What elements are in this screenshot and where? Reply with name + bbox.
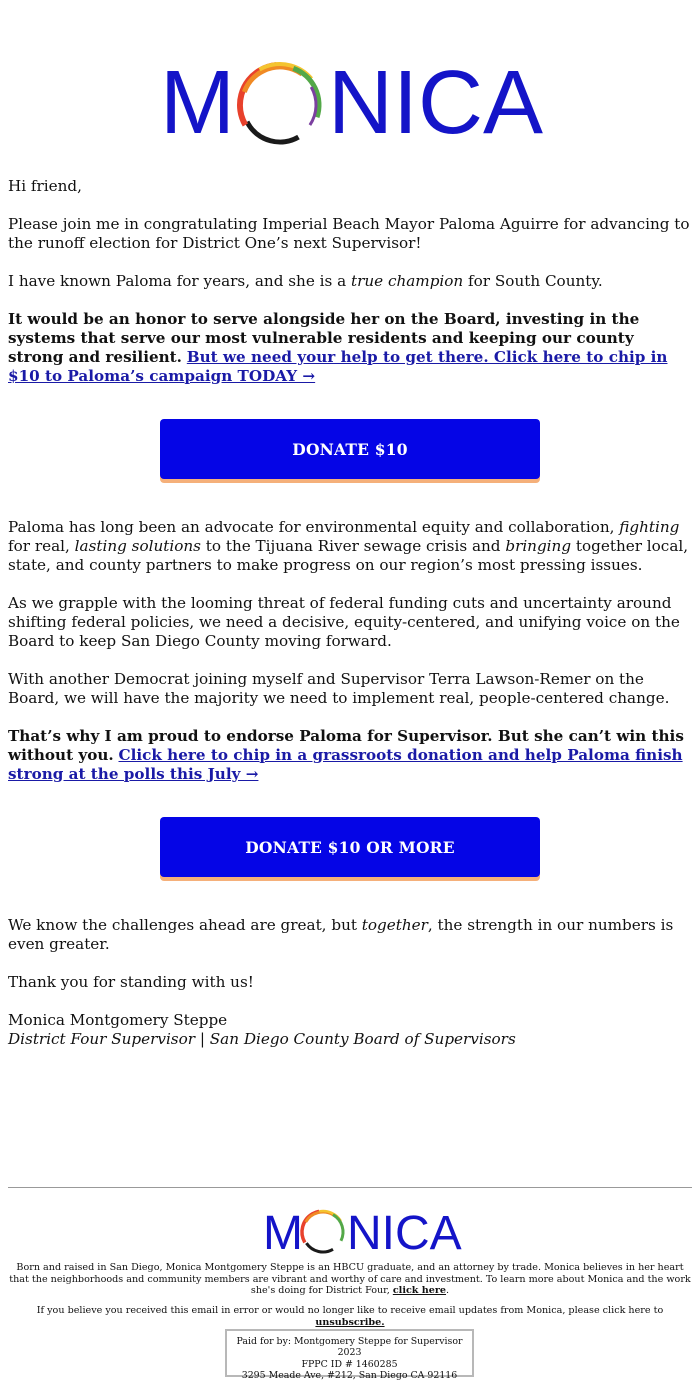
paid-for-line: Paid for by: Montgomery Steppe for Supervisor 2023 <box>236 1336 463 1359</box>
paragraph-honor: It would be an honor to serve alongside her on the Board, investing in the systems that serve our most vulnerable residents and keeping our county strong and resilient. But we need your help to get there. Click here to chip in $10 to Paloma’s campaign TODAY → <box>8 310 668 385</box>
paragraph-challenges: We know the challenges ahead are great, but together, the strength in our numbers is even greater. <box>8 916 674 953</box>
footer-unsubscribe-text: If you believe you received this email in error or would no longer like to receive email updates from Monica, please click here to unsubscribe. <box>36 1305 664 1328</box>
paragraph-advocate: Paloma has long been an advocate for environmental equity and collaboration, fighting for real, lasting solutions to the Tijuana River sewage crisis and bringing together local, state, and county partners to make progress on our region’s most pressing issues. <box>8 518 689 574</box>
signature-name: Monica Montgomery Steppe <box>8 1011 228 1029</box>
paragraph-congratulations: Please join me in congratulating Imperial Beach Mayor Paloma Aguirre for advancing to the runoff election for District One’s next Supervisor! <box>8 215 690 252</box>
chip-in-link-2[interactable]: Click here to chip in a grassroots donation and help Paloma finish strong at the polls this July → <box>8 746 683 783</box>
donate-10-button[interactable]: DONATE $10 <box>160 419 540 479</box>
footer-bio: Born and raised in San Diego, Monica Montgomery Steppe is an HBCU graduate, and an attorney by trade. Monica believes in her heart that the neighborhoods and community members are vibrant and worthy of care and investment. To learn more about Monica and the work she's doing for District Four, click here. <box>9 1262 691 1296</box>
footer-logo-letter-m: M <box>263 1207 303 1260</box>
logo-letters-nica: NICA <box>328 53 544 153</box>
fppc-id-line: FPPC ID # 1460285 <box>301 1358 398 1370</box>
logo-ring-icon <box>225 50 334 159</box>
paragraph-thank-you: Thank you for standing with us! <box>8 973 254 991</box>
logo-letter-m: M <box>160 53 235 153</box>
address-line: 3295 Meade Ave, #212, San Diego CA 92116 <box>241 1370 458 1382</box>
paragraph-endorse: That’s why I am proud to endorse Paloma for Supervisor. But she can’t win this without you. Click here to chip in a grassroots donation and help Paloma finish strong at the polls this July → <box>8 727 684 783</box>
donate-10-or-more-button[interactable]: DONATE $10 OR MORE <box>160 817 540 877</box>
paragraph-majority: With another Democrat joining myself and Supervisor Terra Lawson-Remer on the Board, we will have the majority we need to implement real, people-centered change. <box>8 670 670 707</box>
footer-divider <box>8 1187 692 1188</box>
paragraph-known-paloma: I have known Paloma for years, and she is a true champion for South County. <box>8 272 603 290</box>
monica-logo-footer <box>263 1205 462 1260</box>
learn-more-link[interactable]: click here <box>392 1285 447 1296</box>
chip-in-link-1[interactable]: But we need your help to get there. Click here to chip in $10 to Paloma’s campaign TODAY → <box>8 348 668 385</box>
monica-logo <box>160 53 544 155</box>
paragraph-federal-cuts: As we grapple with the looming threat of federal funding cuts and uncertainty around shifting federal policies, we need a decisive, equity-centered, and unifying voice on the Board to keep San Diego County moving forward. <box>8 594 680 650</box>
footer-logo-letters-nica: NICA <box>347 1207 462 1260</box>
signature-title: District Four Supervisor | San Diego County Board of Supervisors <box>8 1030 516 1048</box>
unsubscribe-link[interactable]: unsubscribe. <box>315 1316 385 1328</box>
paid-for-box <box>225 1329 474 1382</box>
signature <box>8 1011 692 1049</box>
greeting: Hi friend, <box>8 177 82 195</box>
